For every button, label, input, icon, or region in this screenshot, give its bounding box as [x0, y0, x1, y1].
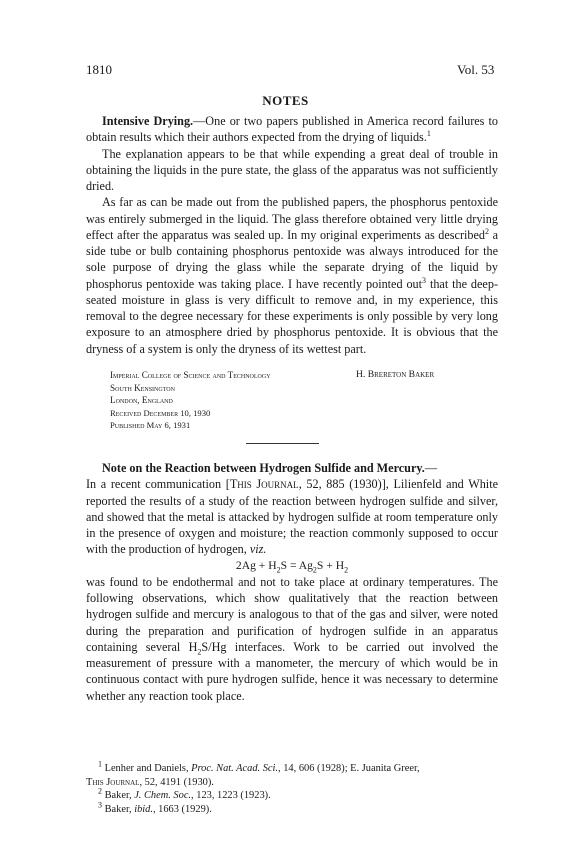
footnote-text: , 52, 4191 (1930). [139, 776, 214, 788]
published-date: Published May 6, 1931 [110, 420, 191, 431]
note2-paragraph-1-body [86, 476, 498, 557]
chemical-equation [86, 558, 498, 574]
footnote-number: 2 [98, 786, 102, 796]
note1-p3-text-a: As far as can be made out from the published papers, the phosphorus pentoxide was entirely submerged in the liquid. The glass therefore obtained very little drying effect after the apparatus was sealed up. In my original experiments as described [86, 195, 498, 242]
footnote-number: 3 [98, 800, 102, 810]
equation-subscript: 2 [276, 564, 281, 574]
footnote-ref-2: 2 [485, 226, 489, 236]
footnote-2 [86, 786, 498, 803]
equation-part: 2Ag + H [235, 558, 277, 572]
affiliation [110, 369, 271, 432]
footnote-text: , 123, 1223 (1923). [191, 790, 271, 801]
note2-citation: , 52, 885 (1930)], Lilienfeld and White reported the results of a study of the reaction between hydrogen sulfide and silver, and showed that the metal is attacked by hydrogen sulfide at room temperature only in the presence of oxygen and moisture; the reaction commonly supposed to occur with the production of hydrogen, [86, 477, 498, 557]
footnote-journal: Proc. Nat. Acad. Sci. [191, 763, 279, 774]
footnote-text: Baker, [102, 790, 135, 801]
note1-paragraph-2: The explanation appears to be that while expending a great deal of trouble in obtaining the liquids in the pure state, the glass of the apparatus was not sufficiently dried. [86, 146, 498, 193]
footnote-text: , 1663 (1929). [152, 803, 212, 815]
note1-paragraph-3 [86, 194, 498, 357]
note2-dash: — [424, 461, 438, 475]
footnote-journal: This Journal [86, 776, 140, 788]
equation-subscript: 2 [344, 564, 349, 574]
note2-text-c: S/Hg interfaces. Work to be carried out involved the measurement of pressure with a manometer, the mercury of which would be in continuous contact with pure hydrogen sulfide, hence it was necessary to determine whether any reaction took place. [86, 639, 498, 703]
author-name: H. Brereton Baker [356, 369, 435, 380]
note1-p1-text: One or two papers published in America record failures to obtain results which their authors expected from the drying of liquids. [86, 114, 498, 145]
footnote-ref-1: 1 [426, 129, 431, 139]
note1-p3-text-b: a side tube or bulb containing phosphorus pentoxide was always introduced for the sole purpose of drying the glass while the separate drying of the liquid by phosphorus pentoxide was taking place. I have recently pointed out [86, 227, 498, 291]
footnote-journal: J. Chem. Soc. [134, 790, 192, 801]
note2-title: Note on the Reaction between Hydrogen Sulfide and Mercury. [102, 461, 425, 475]
equation-part: S = Ag [280, 558, 313, 572]
note2-paragraph-1 [86, 460, 498, 476]
note1-title: Intensive Drying. [102, 114, 194, 128]
formula-subscript: 2 [197, 647, 202, 657]
note1-paragraph-1 [86, 113, 498, 146]
affiliation-line: Imperial College of Science and Technology [110, 370, 271, 380]
footnote-text: , 14, 606 (1928); E. Juanita Greer, [278, 763, 420, 774]
volume-label: Vol. 53 [457, 62, 495, 77]
footnote-1 [86, 759, 498, 776]
equation-subscript: 2 [312, 564, 317, 574]
note2-paragraph-2 [86, 574, 498, 704]
footnote-1-cont [86, 776, 498, 790]
footnote-text: Baker, [102, 803, 135, 815]
page-number: 1810 [86, 62, 112, 77]
note1-p3-text-c: that the deep-seated moisture in glass is very difficult to remove and, in my experience, this removal to the degree necessary for these experiments is only possible by very long exposure to an atmosphere dried by phosphorus pentoxide. It is obvious that the dryness of a system is only the dryness of its wettest part. [86, 276, 498, 356]
footnote-text: Lenher and Daniels, [102, 763, 192, 774]
footnote-number: 1 [98, 759, 102, 769]
note2-text-a: In a recent communication [ [86, 477, 230, 492]
note2-text-b: was found to be endothermal and not to take place at ordinary temperatures. The following observations, which show qualitatively that the reaction between hydrogen sulfide and mercury is analogous to that of the gas and silver, were noted during the preparation and purification of hydrogen sulfide in an apparatus containing several H [86, 574, 498, 654]
footnotes [86, 759, 498, 816]
footnote-3 [86, 800, 498, 817]
affiliation-line: South Kensington [110, 382, 175, 393]
viz-abbrev: viz. [249, 542, 267, 557]
footnote-journal: ibid. [134, 803, 153, 815]
section-title: NOTES [262, 93, 309, 108]
received-date: Received December 10, 1930 [110, 407, 211, 418]
footnote-ref-3: 3 [422, 275, 427, 285]
affiliation-line: London, England [110, 395, 173, 406]
note-hydrogen-sulfide [86, 460, 498, 704]
equation-part: S + H [316, 558, 345, 572]
section-divider [246, 443, 319, 444]
note-intensive-drying [86, 113, 498, 357]
journal-name: This Journal [229, 477, 299, 492]
note1-dash: — [193, 114, 206, 128]
